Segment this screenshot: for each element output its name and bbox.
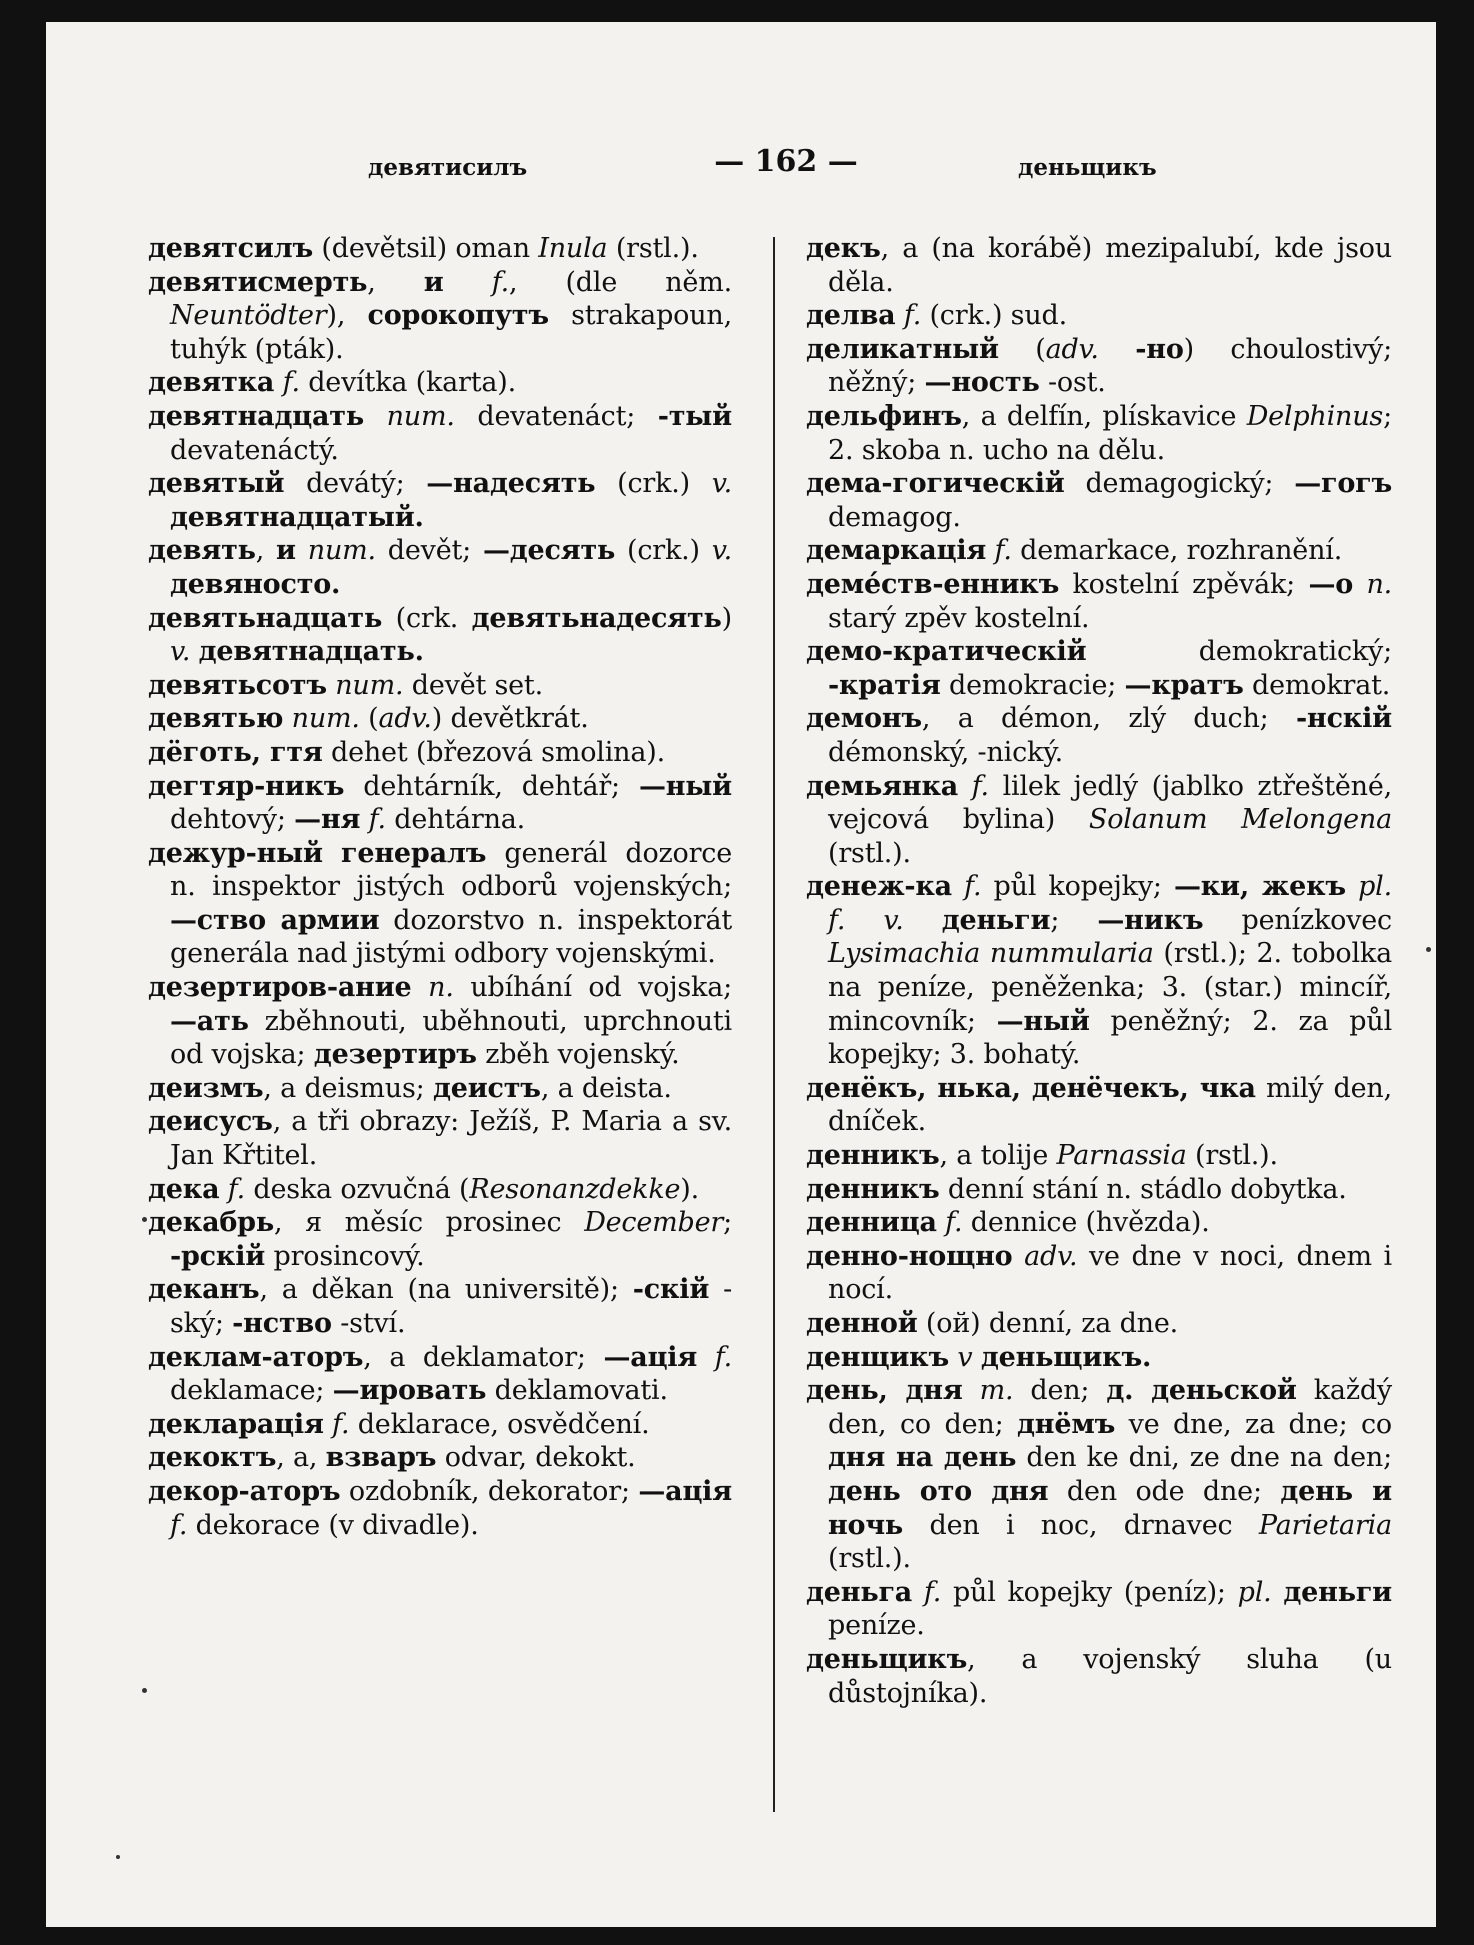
dictionary-entry — [806, 299, 1392, 333]
dictionary-entry — [806, 1643, 1392, 1710]
entry-text: -ský; — [170, 1274, 733, 1339]
page-number: — 162 — — [714, 144, 858, 179]
entry-headword: -рскій — [170, 1240, 266, 1272]
entry-italic: Parietaria — [1258, 1509, 1392, 1541]
entry-text — [895, 300, 903, 331]
entry-headword: девятисмерть — [148, 266, 368, 298]
entry-text: denní stání n. stádlo dobytka. — [939, 1173, 1347, 1205]
entry-text: dennice (hvězda). — [962, 1207, 1210, 1239]
entry-text: demagog. — [828, 501, 961, 533]
entry-headword: —ство армии — [170, 904, 380, 936]
entry-text: den ode dne; — [1048, 1475, 1281, 1507]
entry-text — [958, 771, 972, 802]
entry-text — [296, 535, 308, 566]
entry-text: , a tři obrazy: Ježíš, P. Maria a sv. Jan Křtitel. — [170, 1106, 732, 1172]
entry-headword: дезертиров-ание — [148, 972, 412, 1004]
entry-headword: день и ночь — [828, 1475, 1392, 1541]
entry-text: peníze. — [828, 1610, 925, 1642]
entry-italic: f. — [282, 367, 300, 399]
entry-headword: денница — [806, 1207, 937, 1239]
entry-italic: Resonanzdekke — [469, 1173, 681, 1205]
entry-text: -ost. — [1039, 367, 1106, 399]
entry-text: -ství. — [331, 1308, 406, 1339]
entry-text — [412, 972, 429, 1003]
entry-headword: дека — [148, 1173, 220, 1205]
entry-headword: —кратъ — [1124, 669, 1244, 701]
entry-text: devět; — [375, 535, 483, 567]
entry-italic: num. — [291, 703, 360, 735]
entry-text — [364, 401, 387, 432]
entry-text: dehet (březová smolina). — [322, 736, 665, 768]
dictionary-entry — [148, 837, 732, 971]
entry-headword: девятьнадесять — [471, 602, 722, 634]
entry-text — [327, 670, 335, 701]
entry-text: devět set. — [403, 669, 543, 701]
dictionary-entry — [806, 1173, 1392, 1207]
entry-text: (rstl.). — [607, 233, 699, 264]
entry-headword: денной — [806, 1308, 918, 1339]
entry-headword: дня на день — [828, 1442, 1017, 1474]
entry-headword: девятнадцать — [148, 400, 364, 432]
entry-text — [190, 636, 198, 667]
entry-headword: деньщикъ — [806, 1643, 968, 1675]
entry-headword: демонъ — [806, 703, 922, 735]
entry-headword: сорокопутъ — [367, 300, 549, 332]
dictionary-entry — [806, 1341, 1392, 1375]
entry-headword: -тый — [657, 400, 732, 432]
entry-headword: девятнадцатый. — [170, 501, 424, 533]
entry-text — [1346, 871, 1358, 902]
entry-text — [323, 838, 341, 869]
entry-italic: f. — [332, 1408, 350, 1440]
entry-text: generál dozorce n. inspektor jistých odborů vojenských; — [170, 837, 733, 903]
entry-headword: деизмъ — [148, 1072, 264, 1104]
entry-text: ve dne, za dne; co — [1115, 1408, 1392, 1440]
entry-headword: -скій — [632, 1274, 710, 1306]
entry-text: odvar, dekokt. — [436, 1442, 636, 1474]
dictionary-entry — [148, 1408, 732, 1442]
entry-italic: f. — [971, 770, 989, 802]
entry-headword: деньги — [1283, 1576, 1392, 1608]
entry-italic: adv. — [1045, 333, 1099, 365]
entry-headword: деисусъ — [148, 1106, 273, 1138]
entry-headword: делва — [806, 300, 896, 332]
entry-text: strakapoun, tuhýk (pták). — [170, 300, 732, 365]
entry-text: dehtárník, dehtář; — [344, 770, 639, 802]
entry-headword: девятьнадцать — [148, 602, 383, 634]
dictionary-entry — [806, 770, 1392, 871]
entry-text: den ke dni, ze dne na den; — [1016, 1442, 1392, 1474]
entry-italic: Solanum Melongena — [1088, 804, 1392, 836]
entry-text: (devětsil) oman — [313, 233, 539, 264]
entry-italic: Neuntödter — [170, 300, 327, 332]
dictionary-entry — [148, 1072, 732, 1106]
entry-headword: деликатный — [806, 333, 999, 365]
entry-text — [324, 1409, 332, 1440]
page-sheet — [46, 22, 1436, 1927]
entry-text: den; — [1013, 1375, 1107, 1407]
entry-text: deska ozvučná ( — [244, 1173, 470, 1205]
entry-text — [1272, 1577, 1284, 1608]
entry-headword: -но — [1135, 333, 1184, 365]
entry-text: zběhnouti, uběhnouti, uprchnouti od vojska; — [170, 1005, 732, 1071]
entry-text: ), — [326, 300, 368, 332]
dictionary-entry — [148, 1273, 732, 1340]
entry-text — [937, 1207, 945, 1238]
entry-text: devítka (karta). — [299, 367, 517, 399]
entry-headword: -нство — [232, 1308, 332, 1339]
entry-headword: дежур-ный — [148, 837, 323, 869]
dictionary-entry — [806, 1307, 1392, 1341]
entry-text: zběh vojenský. — [476, 1039, 680, 1071]
entry-italic: n. — [1366, 568, 1393, 600]
entry-text: ) — [721, 602, 732, 634]
entry-headword: -нскій — [1296, 703, 1392, 735]
entry-text: , — [367, 266, 424, 298]
entry-text: demokracie; — [940, 669, 1125, 701]
entry-text — [697, 1342, 715, 1373]
entry-italic: f. — [945, 1207, 963, 1239]
entry-italic: f. — [994, 535, 1012, 567]
dictionary-entry — [148, 232, 732, 266]
entry-headword: декор-аторъ — [148, 1475, 341, 1507]
right-column — [806, 232, 1392, 1710]
entry-text: , a deklamator; — [363, 1341, 604, 1373]
entry-headword: деньга — [806, 1576, 913, 1608]
entry-text: deklamovati. — [486, 1375, 668, 1407]
entry-headword: декабрь — [148, 1207, 274, 1239]
entry-text: peněžný; 2. za půl kopejky; 3. bohatý. — [828, 1005, 1393, 1071]
entry-italic: num. — [307, 535, 376, 567]
entry-italic: num. — [335, 669, 404, 701]
entry-italic: f. — [903, 300, 922, 332]
header-left-guideword: девятисилъ — [368, 154, 528, 181]
entry-italic: pl. — [1237, 1576, 1272, 1608]
dictionary-entry — [806, 1240, 1392, 1307]
entry-text: devatenáct; — [454, 400, 658, 432]
entry-text: , a démon, zlý duch; — [921, 703, 1296, 735]
dictionary-entry — [806, 1139, 1392, 1173]
entry-text — [274, 367, 282, 398]
dictionary-entry — [148, 602, 732, 669]
entry-text: ; 2. skoba n. ucho na dělu. — [828, 400, 1392, 466]
entry-text: ubíhání od vojska; — [453, 972, 732, 1004]
dictionary-entry — [148, 1441, 732, 1475]
entry-headword: взваръ — [325, 1442, 437, 1474]
entry-italic: f. — [491, 266, 509, 298]
entry-text: (crk.) — [595, 468, 712, 500]
entry-text: dozorstvo n. inspektorát generála nad jistými odbory vojenskými. — [170, 904, 732, 970]
entry-text — [904, 905, 942, 936]
entry-text — [986, 535, 994, 566]
entry-headword: —десять — [482, 535, 616, 567]
entry-headword: денёкъ, нька, денёчекъ, чка — [806, 1072, 1256, 1104]
entry-text: (ой) denní, za dne. — [917, 1308, 1179, 1339]
header-right-guideword: деньщикъ — [1018, 154, 1157, 181]
entry-italic: adv. — [378, 703, 432, 735]
dictionary-entry — [806, 534, 1392, 568]
dictionary-entry — [148, 534, 732, 601]
entry-text: (crk.) — [615, 535, 712, 567]
entry-text — [972, 1342, 980, 1373]
entry-headword: денникъ — [806, 1173, 940, 1205]
entry-text — [963, 1375, 980, 1406]
entry-headword: декларація — [148, 1408, 324, 1440]
entry-text: (rstl.). — [828, 1543, 911, 1575]
entry-text: milý den, dníček. — [828, 1072, 1392, 1138]
entry-text: starý zpěv kostelní. — [828, 602, 1090, 634]
entry-headword: девяносто. — [170, 568, 341, 600]
dictionary-entry — [148, 467, 732, 534]
entry-italic: f. — [964, 871, 982, 903]
entry-italic: m. — [979, 1375, 1014, 1407]
entry-headword: генералъ — [341, 837, 487, 869]
entry-headword: деистъ — [432, 1072, 541, 1104]
entry-headword: девятка — [148, 367, 275, 399]
dictionary-entry — [148, 702, 732, 736]
entry-headword: —ація — [638, 1475, 732, 1507]
print-speck — [1426, 947, 1431, 952]
entry-text: demarkace, rozhranění. — [1011, 535, 1343, 567]
entry-text: (rstl.); 2. tobolka na peníze, peněženka; 3. (star.) mincíř, mincovník; — [828, 938, 1392, 1037]
entry-headword: —гогъ — [1294, 468, 1392, 500]
entry-headword: деньщикъ. — [980, 1341, 1152, 1373]
dictionary-entry — [806, 232, 1392, 299]
entry-italic: f. — [170, 1509, 188, 1541]
entry-text — [952, 871, 964, 902]
entry-italic: adv. — [1024, 1240, 1078, 1272]
column-divider — [773, 237, 775, 1812]
entry-italic: f. — [923, 1576, 942, 1608]
entry-headword: —ня — [294, 804, 361, 836]
entry-headword: —ный — [996, 1005, 1090, 1037]
entry-headword: демо-кратическій — [806, 636, 1087, 668]
entry-text: (rstl.). — [828, 837, 911, 869]
dictionary-entry — [148, 1206, 732, 1273]
entry-text: , a (na korábě) mezipalubí, kde jsou děla. — [828, 233, 1392, 298]
entry-headword: денно-нощно — [806, 1240, 1013, 1272]
entry-text: , a deista. — [540, 1072, 672, 1104]
entry-headword: денщикъ — [806, 1341, 949, 1373]
entry-headword: девятьсотъ — [148, 669, 327, 701]
entry-italic: Delphinus — [1246, 400, 1384, 432]
entry-headword: —никъ — [1097, 904, 1204, 936]
dictionary-entry — [806, 333, 1392, 400]
entry-text: démonský, -nický. — [828, 736, 1064, 768]
entry-text: , a, — [276, 1442, 326, 1474]
entry-text — [1012, 1241, 1024, 1272]
entry-headword: деклам-аторъ — [148, 1341, 364, 1373]
entry-text: půl kopejky (peníz); — [941, 1576, 1238, 1608]
dictionary-entry — [148, 1105, 732, 1172]
entry-text: , a delfín, plískavice — [961, 400, 1247, 432]
entry-text: dehtárna. — [385, 804, 526, 836]
entry-headword: день ото дня — [828, 1475, 1049, 1507]
entry-headword: девятсилъ — [148, 233, 314, 264]
dictionary-entry — [806, 467, 1392, 534]
entry-headword: демаркація — [806, 535, 987, 567]
entry-headword: -кратія — [828, 669, 941, 701]
entry-headword: дельфинъ — [806, 400, 962, 432]
entry-headword: декоктъ — [148, 1442, 277, 1474]
entry-text: ozdobník, dekorator; — [340, 1475, 639, 1507]
entry-italic: v — [957, 1341, 973, 1373]
entry-text: , a deismus; — [263, 1072, 433, 1104]
entry-text — [219, 1174, 227, 1205]
entry-italic: December — [584, 1207, 724, 1239]
entry-text — [1353, 569, 1366, 600]
entry-headword: демьянка — [806, 770, 959, 802]
entry-text: ( — [359, 703, 379, 735]
entry-headword: —надесять — [426, 468, 596, 500]
entry-headword: день, дня — [806, 1375, 963, 1407]
entry-headword: и — [276, 535, 296, 567]
entry-headword: девять — [148, 535, 256, 567]
entry-text: prosincový. — [265, 1240, 425, 1272]
dictionary-entry — [148, 1341, 732, 1408]
dictionary-entry — [806, 870, 1392, 1072]
entry-headword: дема-гогическій — [806, 468, 1065, 500]
entry-text: ). — [680, 1173, 699, 1205]
entry-italic: v. — [711, 468, 732, 500]
entry-text: deklamace; — [170, 1375, 333, 1407]
dictionary-entry — [148, 736, 732, 770]
dictionary-entry — [806, 400, 1392, 467]
entry-text: penízkovec — [1203, 904, 1392, 936]
entry-italic: pl. f. v. — [828, 871, 1392, 936]
dictionary-entry — [806, 1374, 1392, 1576]
entry-text: demokratický; — [1086, 636, 1392, 668]
entry-italic: Inula — [538, 233, 608, 264]
dictionary-entry — [806, 1206, 1392, 1240]
entry-text: ) devětkrát. — [431, 703, 589, 735]
entry-italic: Parnassia — [1056, 1140, 1187, 1172]
dictionary-entry — [148, 770, 732, 837]
print-speck — [142, 1217, 147, 1222]
entry-headword: дёготь, гтя — [148, 736, 323, 768]
entry-text — [444, 267, 492, 298]
dictionary-entry — [806, 635, 1392, 702]
entry-text: , a vojenský sluha (u důstojníka). — [828, 1643, 1392, 1709]
entry-text: demagogický; — [1064, 468, 1295, 500]
entry-text — [1099, 334, 1135, 365]
left-column — [148, 232, 732, 1542]
dictionary-entry — [806, 1576, 1392, 1643]
entry-headword: дегтяр-никъ — [148, 770, 345, 802]
entry-text: , a děkan (na universitě); — [259, 1274, 633, 1306]
entry-text: devátý; — [284, 468, 427, 500]
entry-text: lilek jedlý (jablko ztřeštěné, vejcová bylina) — [828, 770, 1393, 836]
dictionary-entry — [806, 1072, 1392, 1139]
entry-headword: —о — [1308, 568, 1354, 600]
entry-text — [360, 804, 368, 835]
entry-headword: денникъ — [806, 1140, 940, 1172]
entry-headword: д. деньской — [1106, 1375, 1297, 1407]
entry-italic: f. — [368, 804, 386, 836]
entry-text: , (dle něm. — [508, 266, 732, 298]
entry-headword: девятнадцать. — [198, 636, 424, 668]
entry-text: devatenáctý. — [170, 434, 339, 466]
entry-text: (crk.) sud. — [921, 300, 1067, 332]
entry-text — [912, 1577, 924, 1608]
entry-headword: девятью — [148, 703, 284, 735]
entry-italic: num. — [386, 400, 455, 432]
entry-text: , — [255, 535, 277, 567]
entry-text: deklarace, osvědčení. — [349, 1408, 650, 1440]
dictionary-entry — [148, 669, 732, 703]
entry-text: půl kopejky; — [981, 871, 1174, 903]
entry-text: každý den, co den; — [828, 1375, 1392, 1440]
entry-headword: —ность — [924, 367, 1040, 399]
dictionary-entry — [148, 971, 732, 1072]
entry-text: dekorace (v divadle). — [187, 1509, 479, 1541]
entry-headword: —ація — [603, 1341, 698, 1373]
entry-text: (rstl.). — [1186, 1140, 1278, 1172]
entry-text: kostelní zpěvák; — [1059, 568, 1309, 600]
entry-text: ; — [1050, 904, 1098, 936]
dictionary-entry — [148, 366, 732, 400]
entry-headword: и — [423, 266, 444, 298]
dictionary-entry — [148, 266, 732, 367]
entry-text: ve dne v noci, dnem i nocí. — [828, 1240, 1392, 1306]
entry-text: ; — [723, 1207, 732, 1239]
entry-text: den i noc, drnavec — [903, 1509, 1259, 1541]
dictionary-entry — [148, 400, 732, 467]
entry-text: , я měsíc prosinec — [273, 1207, 585, 1239]
entry-text: ( — [998, 333, 1046, 365]
entry-italic: v. — [711, 535, 732, 567]
entry-italic: f. — [227, 1173, 245, 1205]
dictionary-entry — [806, 702, 1392, 769]
entry-text: ) choulostivý; něžný; — [828, 333, 1392, 399]
entry-headword: деньги — [941, 904, 1051, 936]
entry-headword: днёмъ — [1017, 1408, 1116, 1440]
entry-text — [283, 703, 291, 734]
entry-text: (crk. — [382, 602, 472, 634]
entry-headword: —ный — [638, 770, 732, 802]
entry-italic: v. — [170, 636, 191, 668]
entry-italic: Lysimachia nummularia — [828, 938, 1154, 970]
entry-italic: n. — [428, 972, 454, 1004]
entry-headword: деканъ — [148, 1274, 260, 1306]
entry-text: dehtový; — [170, 804, 295, 836]
dictionary-entry — [806, 568, 1392, 635]
entry-headword: демéств-енникъ — [806, 568, 1060, 600]
dictionary-entry — [148, 1475, 732, 1542]
entry-text: , a tolije — [939, 1140, 1057, 1172]
entry-headword: дезертиръ — [313, 1039, 477, 1071]
entry-headword: —ки, жекъ — [1173, 871, 1346, 903]
entry-text: demokrat. — [1243, 669, 1391, 701]
entry-italic: f. — [714, 1341, 732, 1373]
print-speck — [116, 1855, 120, 1859]
entry-headword: девятый — [148, 468, 285, 500]
print-speck — [142, 1688, 147, 1693]
entry-headword: денеж-ка — [806, 871, 952, 903]
entry-headword: декъ — [806, 233, 881, 264]
dictionary-entry — [148, 1173, 732, 1207]
entry-headword: —ировать — [332, 1375, 487, 1407]
entry-headword: —ать — [170, 1005, 249, 1037]
